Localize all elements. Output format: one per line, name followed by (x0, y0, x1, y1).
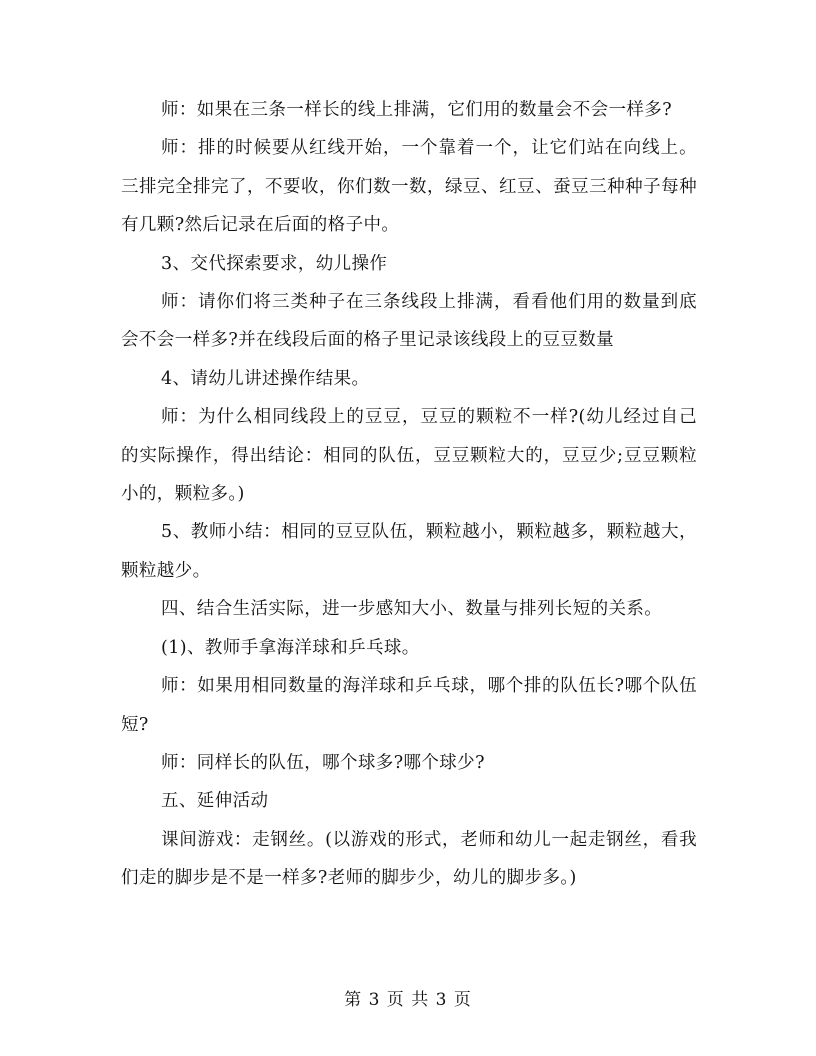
paragraph-6: 师：为什么相同线段上的豆豆，豆豆的颗粒不一样?(幼儿经过自己的实际操作，得出结论：相同的队伍，豆豆颗粒大的，豆豆少;豆豆颗粒小的，颗粒多。) (121, 407, 697, 505)
paragraph-8: 四、结合生活实际，进一步感知大小、数量与排列长短的关系。 (161, 599, 663, 620)
paragraph-2: 师：排的时候要从红线开始，一个靠着一个，让它们站在向线上。三排完全排完了，不要收，你们数一数，绿豆、红豆、蚕豆三种种子每种有几颗?然后记录在后面的格子中。 (121, 138, 697, 236)
paragraph-4: 师：请你们将三类种子在三条线段上排满，看看他们用的数量到底会不会一样多?并在线段后面的格子里记录该线段上的豆豆数量 (121, 292, 697, 351)
paragraph-7: 5、教师小结：相同的豆豆队伍，颗粒越小，颗粒越多，颗粒越大，颗粒越少。 (121, 522, 697, 581)
paragraph-11: 师：同样长的队伍，哪个球多?哪个球少? (161, 752, 485, 773)
paragraph-13: 课间游戏：走钢丝。(以游戏的形式，老师和幼儿一起走钢丝，看我们走的脚步是不是一样多?老师的脚步少，幼儿的脚步多。) (121, 829, 697, 889)
paragraph-1: 师：如果在三条一样长的线上排满，它们用的数量会不会一样多? (161, 100, 672, 120)
page-footer (0, 985, 816, 1010)
document-body (121, 91, 697, 898)
paragraph-12: 五、延伸活动 (161, 791, 269, 812)
paragraph-3: 3、交代探索要求，幼儿操作 (161, 253, 388, 274)
paragraph-10: 师：如果用相同数量的海洋球和乒乓球，哪个排的队伍长?哪个队伍短? (121, 676, 697, 735)
page-number: 第 3 页 共 3 页 (344, 990, 472, 1010)
paragraph-5: 4、请幼儿讲述操作结果。 (161, 368, 370, 389)
paragraph-9: (1)、教师手拿海洋球和乒乓球。 (161, 637, 420, 658)
